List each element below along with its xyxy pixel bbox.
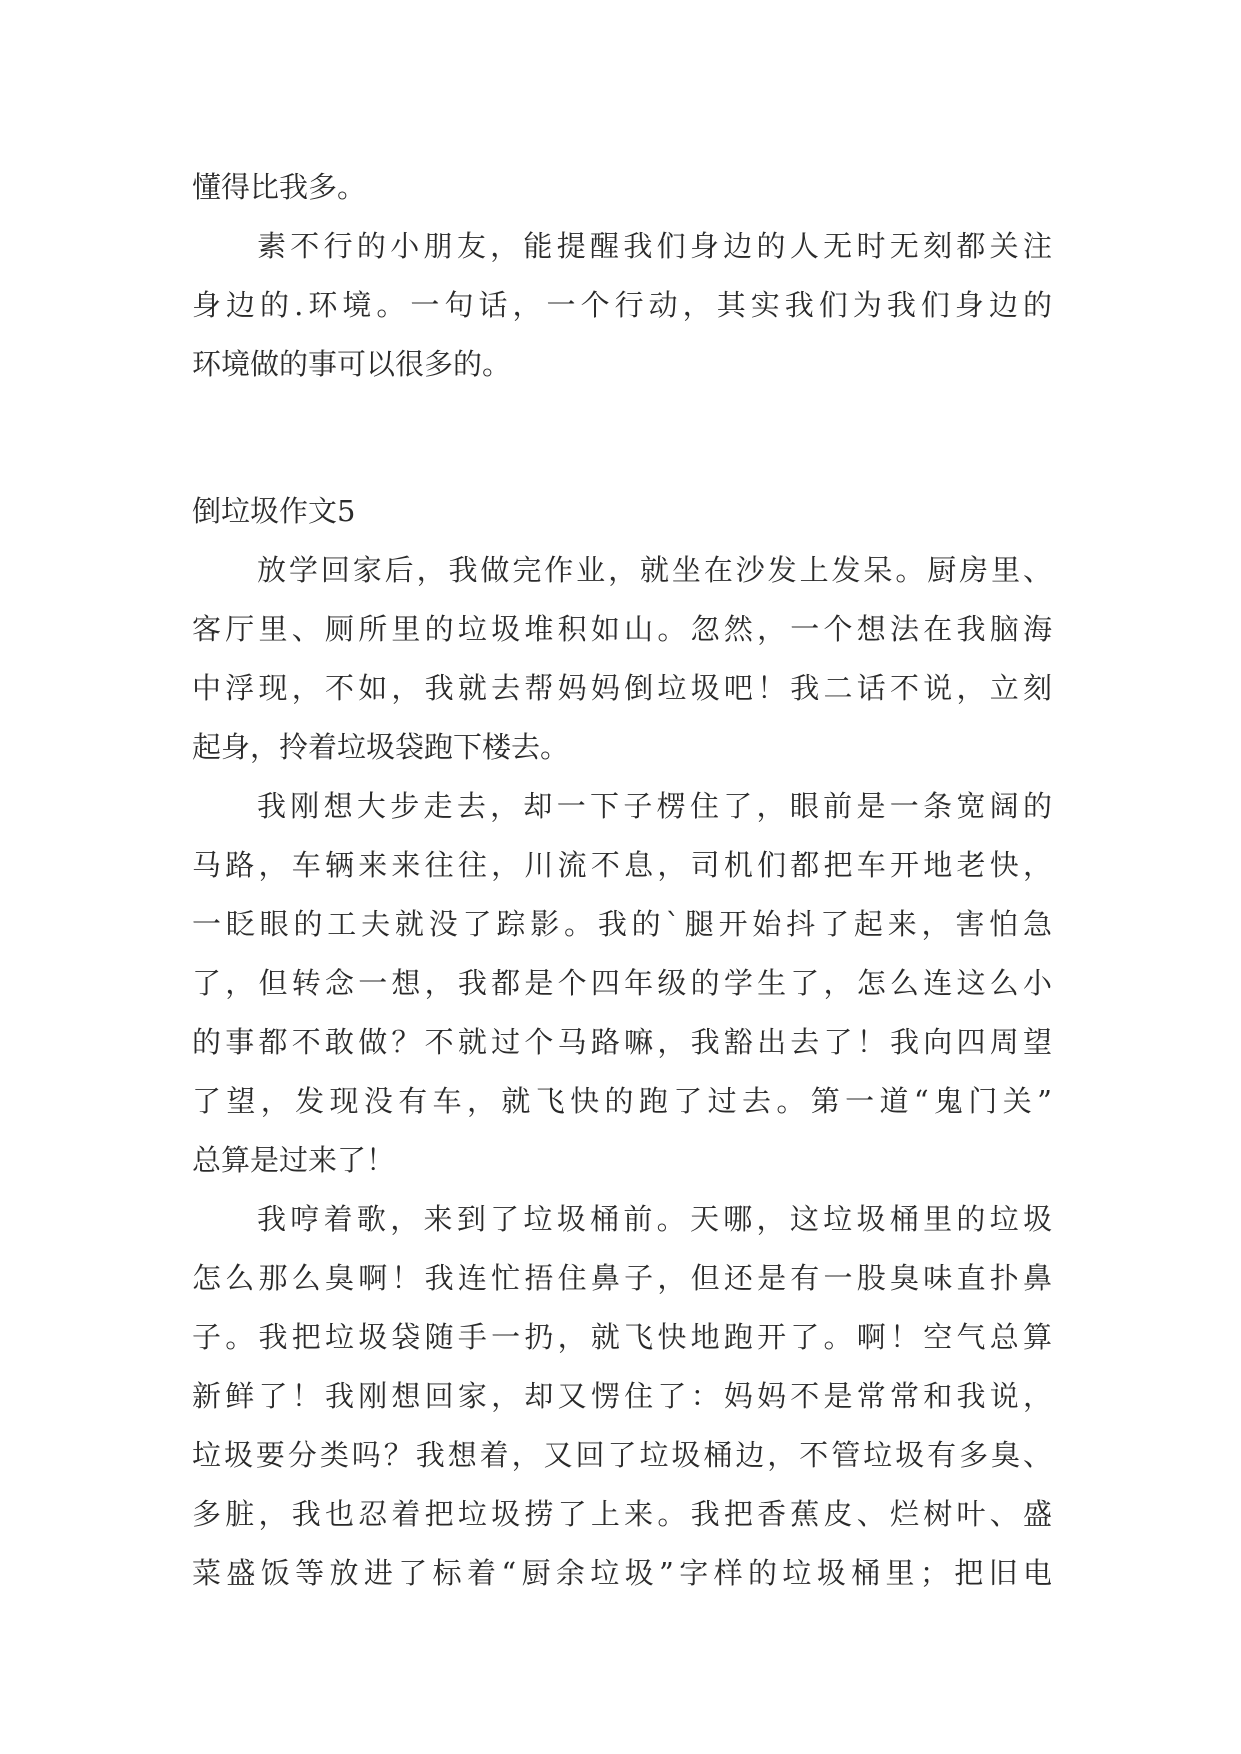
- text-line: 总算是过来了！: [192, 1143, 396, 1177]
- document-page: [192, 158, 1052, 1603]
- section-gap: [192, 394, 1052, 482]
- paragraph-first-line: 素不行的小朋友，能提醒我们身边的人无时无刻都关注: [257, 229, 1052, 263]
- text-line: 怎么那么臭啊！我连忙捂住鼻子，但还是有一股臭味直扑鼻: [192, 1261, 1052, 1295]
- section-heading: 倒垃圾作文5: [192, 494, 356, 528]
- text-line: 了望，发现没有车，就飞快的跑了过去。第一道“鬼门关”: [192, 1084, 1052, 1118]
- text-line: 一眨眼的工夫就没了踪影。我的`腿开始抖了起来，害怕急: [192, 907, 1052, 941]
- text-line: 客厅里、厕所里的垃圾堆积如山。忽然，一个想法在我脑海: [192, 612, 1052, 646]
- paragraph-first-line: 我刚想大步走去，却一下子楞住了，眼前是一条宽阔的: [257, 789, 1052, 823]
- text-line: 中浮现，不如，我就去帮妈妈倒垃圾吧！我二话不说，立刻: [192, 671, 1052, 705]
- text-line: 子。我把垃圾袋随手一扔，就飞快地跑开了。啊！空气总算: [192, 1320, 1052, 1354]
- text-line: 垃圾要分类吗？我想着，又回了垃圾桶边，不管垃圾有多臭、: [192, 1438, 1052, 1472]
- text-line: 身边的.环境。一句话，一个行动，其实我们为我们身边的: [192, 288, 1052, 322]
- text-line: 懂得比我多。: [192, 170, 367, 204]
- text-line: 起身，拎着垃圾袋跑下楼去。: [192, 730, 570, 764]
- text-line: 环境做的事可以很多的。: [192, 347, 512, 381]
- text-line: 新鲜了！我刚想回家，却又愣住了：妈妈不是常常和我说，: [192, 1379, 1052, 1413]
- text-line: 菜盛饭等放进了标着“厨余垃圾”字样的垃圾桶里；把旧电: [192, 1556, 1052, 1590]
- text-line: 了，但转念一想，我都是个四年级的学生了，怎么连这么小: [192, 966, 1052, 1000]
- text-line: 的事都不敢做？不就过个马路嘛，我豁出去了！我向四周望: [192, 1025, 1052, 1059]
- paragraph-first-line: 我哼着歌，来到了垃圾桶前。天哪，这垃圾桶里的垃圾: [257, 1202, 1052, 1236]
- text-line: 马路，车辆来来往往，川流不息，司机们都把车开地老快，: [192, 848, 1052, 882]
- text-line: 多脏，我也忍着把垃圾捞了上来。我把香蕉皮、烂树叶、盛: [192, 1497, 1052, 1531]
- paragraph-first-line: 放学回家后，我做完作业，就坐在沙发上发呆。厨房里、: [257, 553, 1052, 587]
